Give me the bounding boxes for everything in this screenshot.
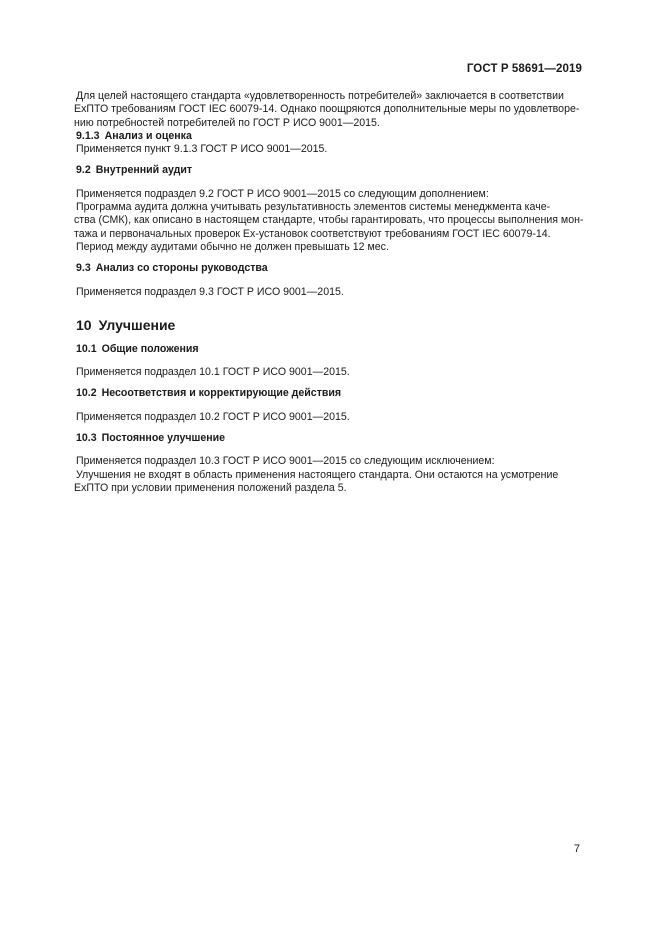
text-line: ExПТО при условии применения положений раздела 5.	[74, 481, 347, 494]
section-title: Анализ со стороны руководства	[95, 262, 268, 275]
section-heading-10-2	[74, 387, 582, 400]
section-number: 9.1.3	[76, 129, 100, 142]
section-heading-10-1	[74, 343, 582, 356]
section-title: Анализ и оценка	[104, 129, 192, 142]
section-heading-9-1-3	[74, 130, 582, 143]
text-line: тажа и первоначальных проверок Ех-установок соответствуют требованиям ГОСТ IEC 60079-14.	[74, 227, 551, 240]
text-line: Применяется подраздел 9.2 ГОСТ Р ИСО 9001—2015 со следующим дополнением:	[76, 187, 489, 200]
document-code-header: ГОСТ Р 58691—2019	[466, 63, 582, 75]
text-line: Применяется подраздел 9.3 ГОСТ Р ИСО 9001—2015.	[76, 285, 344, 298]
page-number: 7	[573, 843, 580, 855]
section-heading-10-3	[74, 432, 582, 445]
intro-paragraph	[74, 90, 582, 130]
section-title: Постоянное улучшение	[101, 432, 226, 445]
text-line: Программа аудита должна учитывать результативность элементов системы менеджмента каче-	[76, 201, 551, 214]
section-heading-10	[74, 317, 582, 333]
text-line: Период между аудитами обычно не должен превышать 12 мес.	[76, 240, 389, 253]
section-title: Внутренний аудит	[95, 164, 193, 177]
section-number: 10.3	[76, 432, 97, 445]
section-heading-9-2	[74, 164, 582, 177]
section-number: 9.2	[76, 164, 91, 177]
section-title: Улучшение	[98, 316, 176, 333]
text-line: Применяется подраздел 10.2 ГОСТ Р ИСО 9001—2015.	[76, 410, 350, 423]
text-line: нию потребностей потребителей по ГОСТ Р ИСО 9001—2015.	[74, 116, 380, 129]
section-title: Общие положения	[101, 342, 199, 355]
text-line: Применяется пункт 9.1.3 ГОСТ Р ИСО 9001—2015.	[76, 143, 328, 156]
text-line: ExПТО требованиям ГОСТ IEC 60079-14. Однако поощряются дополнительные меры по удовлетворе-	[74, 103, 580, 116]
section-paragraph	[74, 411, 582, 424]
text-line: Улучшения не входят в область применения настоящего стандарта. Они остаются на усмотрение	[76, 468, 559, 481]
section-title: Несоответствия и корректирующие действия	[101, 387, 342, 400]
text-line: ства (СМК), как описано в настоящем стандарте, чтобы гарантировать, что процессы выполнения мон-	[74, 214, 584, 227]
section-number: 10	[76, 316, 92, 333]
section-paragraph	[74, 366, 582, 379]
section-number: 10.2	[76, 387, 97, 400]
text-line: Для целей настоящего стандарта «удовлетворенность потребителей» заключается в соответствии	[76, 90, 564, 102]
section-paragraph	[74, 188, 582, 254]
document-body	[74, 90, 582, 495]
section-paragraph	[74, 286, 582, 299]
text-line: Применяется подраздел 10.3 ГОСТ Р ИСО 9001—2015 со следующим исключением:	[76, 455, 495, 468]
section-paragraph	[74, 143, 582, 156]
section-heading-9-3	[74, 262, 582, 275]
section-number: 9.3	[76, 262, 91, 275]
section-paragraph	[74, 455, 582, 495]
text-line: Применяется подраздел 10.1 ГОСТ Р ИСО 9001—2015.	[76, 366, 350, 379]
section-number: 10.1	[76, 342, 97, 355]
